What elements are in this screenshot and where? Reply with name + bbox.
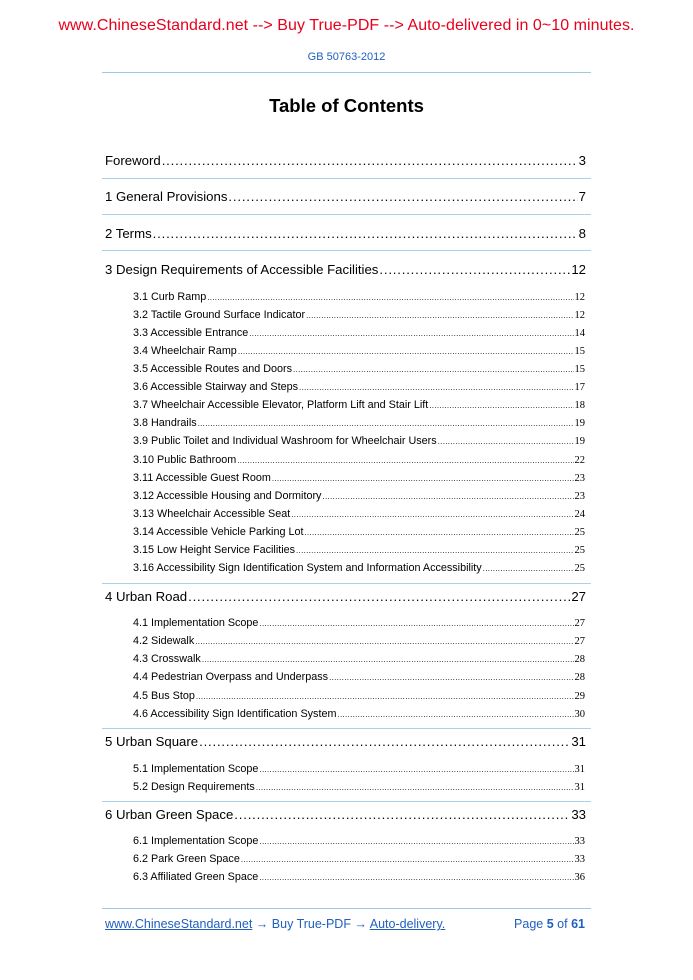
toc-entry-3-10[interactable] [133,454,585,466]
toc-label: 3.4 Wheelchair Ramp [133,345,237,357]
toc-entry-chapter-6[interactable] [105,807,586,822]
toc-page: 33 [574,836,585,847]
toc-label: 3.10 Public Bathroom [133,454,237,466]
toc-entry-3-5[interactable] [133,363,585,375]
page-prefix: Page [514,917,544,931]
toc-entry-3-9[interactable] [133,435,585,447]
toc-label: 4.1 Implementation Scope [133,617,259,629]
toc-entry-chapter-4[interactable] [105,589,586,604]
toc-entry-3-16[interactable] [133,562,585,574]
toc-page: 19 [574,436,585,447]
toc-label: 5.2 Design Requirements [133,781,255,793]
toc-page: 7 [578,189,586,204]
toc-label: 3.13 Wheelchair Accessible Seat [133,508,291,520]
toc-entry-5-1[interactable] [133,763,585,775]
toc-entry-3-4[interactable] [133,345,585,357]
toc-page: 17 [574,382,585,393]
promo-banner[interactable]: www.ChineseStandard.net --> Buy True-PDF --> Auto-delivered in 0~10 minutes. [58,17,635,34]
toc-entry-4-6[interactable] [133,708,585,720]
toc-page: 12 [574,292,585,303]
toc-entry-6-3[interactable] [133,871,585,883]
toc-page: 31 [574,764,585,775]
toc-page: 8 [578,226,586,241]
delivery-link[interactable]: Auto-delivery. [369,917,446,931]
toc-entry-6-2[interactable] [133,853,585,865]
section-divider [102,728,591,729]
arrow-right-icon: → [354,917,367,931]
toc-label: 3.1 Curb Ramp [133,291,207,303]
toc-label: 4.2 Sidewalk [133,635,195,647]
page-indicator [514,917,585,931]
buy-link[interactable]: Buy True-PDF [271,917,351,931]
toc-page: 15 [574,346,585,357]
toc-entry-foreword[interactable] [105,153,586,168]
toc-label: 3.9 Public Toilet and Individual Washroom for Wheelchair Users [133,435,437,447]
footer-links [105,917,445,931]
toc-entry-3-13[interactable] [133,508,585,520]
toc-entry-4-2[interactable] [133,635,585,647]
footer-rule [102,908,591,909]
toc-label: Foreword [105,153,161,168]
toc-label: 3.6 Accessible Stairway and Steps [133,381,299,393]
toc-label: 3.7 Wheelchair Accessible Elevator, Platform Lift and Stair Lift [133,399,429,411]
toc-label: 3 Design Requirements of Accessible Facilities [105,262,379,277]
toc-entry-4-4[interactable] [133,671,585,683]
toc-entry-3-7[interactable] [133,399,585,411]
toc-entry-3-12[interactable] [133,490,585,502]
toc-entry-3-6[interactable] [133,381,585,393]
toc-label: 6.2 Park Green Space [133,853,240,865]
toc-label: 3.15 Low Height Service Facilities [133,544,296,556]
toc-page: 22 [574,455,585,466]
toc-page: 25 [574,563,585,574]
toc-label: 3.12 Accessible Housing and Dormitory [133,490,322,502]
toc-entry-3-14[interactable] [133,526,585,538]
toc-label: 4.6 Accessibility Sign Identification System [133,708,337,720]
section-divider [102,178,591,179]
toc-label: 4.4 Pedestrian Overpass and Underpass [133,671,329,683]
toc-page: 27 [571,589,586,604]
toc-label: 3.16 Accessibility Sign Identification System and Information Accessibility [133,562,482,574]
section-divider [102,214,591,215]
toc-label: 2 Terms [105,226,152,241]
toc-page: 19 [574,418,585,429]
toc-page: 12 [574,310,585,321]
toc-page: 24 [574,509,585,520]
toc-label: 4.3 Crosswalk [133,653,201,665]
site-link[interactable]: www.ChineseStandard.net [105,917,253,931]
toc-page: 3 [578,153,586,168]
toc-label: 3.2 Tactile Ground Surface Indicator [133,309,306,321]
page-title: Table of Contents [269,95,424,116]
toc-entry-chapter-5[interactable] [105,734,586,749]
toc-page: 33 [574,854,585,865]
toc-entry-6-1[interactable] [133,835,585,847]
toc-page: 12 [571,262,586,277]
current-page-number: 5 [546,917,554,931]
toc-label: 3.5 Accessible Routes and Doors [133,363,293,375]
section-divider [102,250,591,251]
page-separator: of [557,917,568,931]
total-pages: 61 [571,917,585,931]
toc-page: 23 [574,473,585,484]
toc-entry-3-11[interactable] [133,472,585,484]
toc-page: 31 [571,734,586,749]
toc-entry-4-5[interactable] [133,690,585,702]
toc-page: 28 [574,654,585,665]
toc-entry-5-2[interactable] [133,781,585,793]
toc-page: 25 [574,545,585,556]
toc-label: 6.1 Implementation Scope [133,835,259,847]
toc-label: 1 General Provisions [105,189,228,204]
toc-label: 4 Urban Road [105,589,188,604]
page-footer [105,917,585,931]
toc-page: 31 [574,782,585,793]
toc-entry-4-3[interactable] [133,653,585,665]
toc-page: 18 [574,400,585,411]
toc-page: 36 [574,872,585,883]
toc-entry-3-3[interactable] [133,327,585,339]
toc-label: 6 Urban Green Space [105,807,234,822]
toc-label: 5 Urban Square [105,734,199,749]
toc-entry-3-1[interactable] [133,291,585,303]
toc-label: 4.5 Bus Stop [133,690,195,702]
toc-page: 29 [574,691,585,702]
toc-page: 27 [574,636,585,647]
toc-entry-3-8[interactable] [133,417,585,429]
toc-page: 23 [574,491,585,502]
toc-page: 14 [574,328,585,339]
section-divider [102,801,591,802]
toc-entry-4-1[interactable] [133,617,585,629]
toc-page: 33 [571,807,586,822]
section-divider [102,583,591,584]
toc-entry-3-15[interactable] [133,544,585,556]
toc-label: 3.14 Accessible Vehicle Parking Lot [133,526,304,538]
toc-entry-chapter-1[interactable] [105,189,586,204]
toc-label: 6.3 Affiliated Green Space [133,871,259,883]
toc-page: 30 [574,709,585,720]
toc-entry-chapter-2[interactable] [105,226,586,241]
toc-label: 3.3 Accessible Entrance [133,327,249,339]
arrow-right-icon: → [255,917,269,931]
toc-label: 3.11 Accessible Guest Room [133,472,271,484]
toc-page: 27 [574,618,585,629]
document-id: GB 50763-2012 [307,51,386,63]
toc-page: 25 [574,527,585,538]
toc-entry-chapter-3[interactable] [105,262,586,277]
toc-entry-3-2[interactable] [133,309,585,321]
toc-label: 3.8 Handrails [133,417,197,429]
toc-page: 28 [574,672,585,683]
toc-page: 15 [574,364,585,375]
toc-label: 5.1 Implementation Scope [133,763,259,775]
